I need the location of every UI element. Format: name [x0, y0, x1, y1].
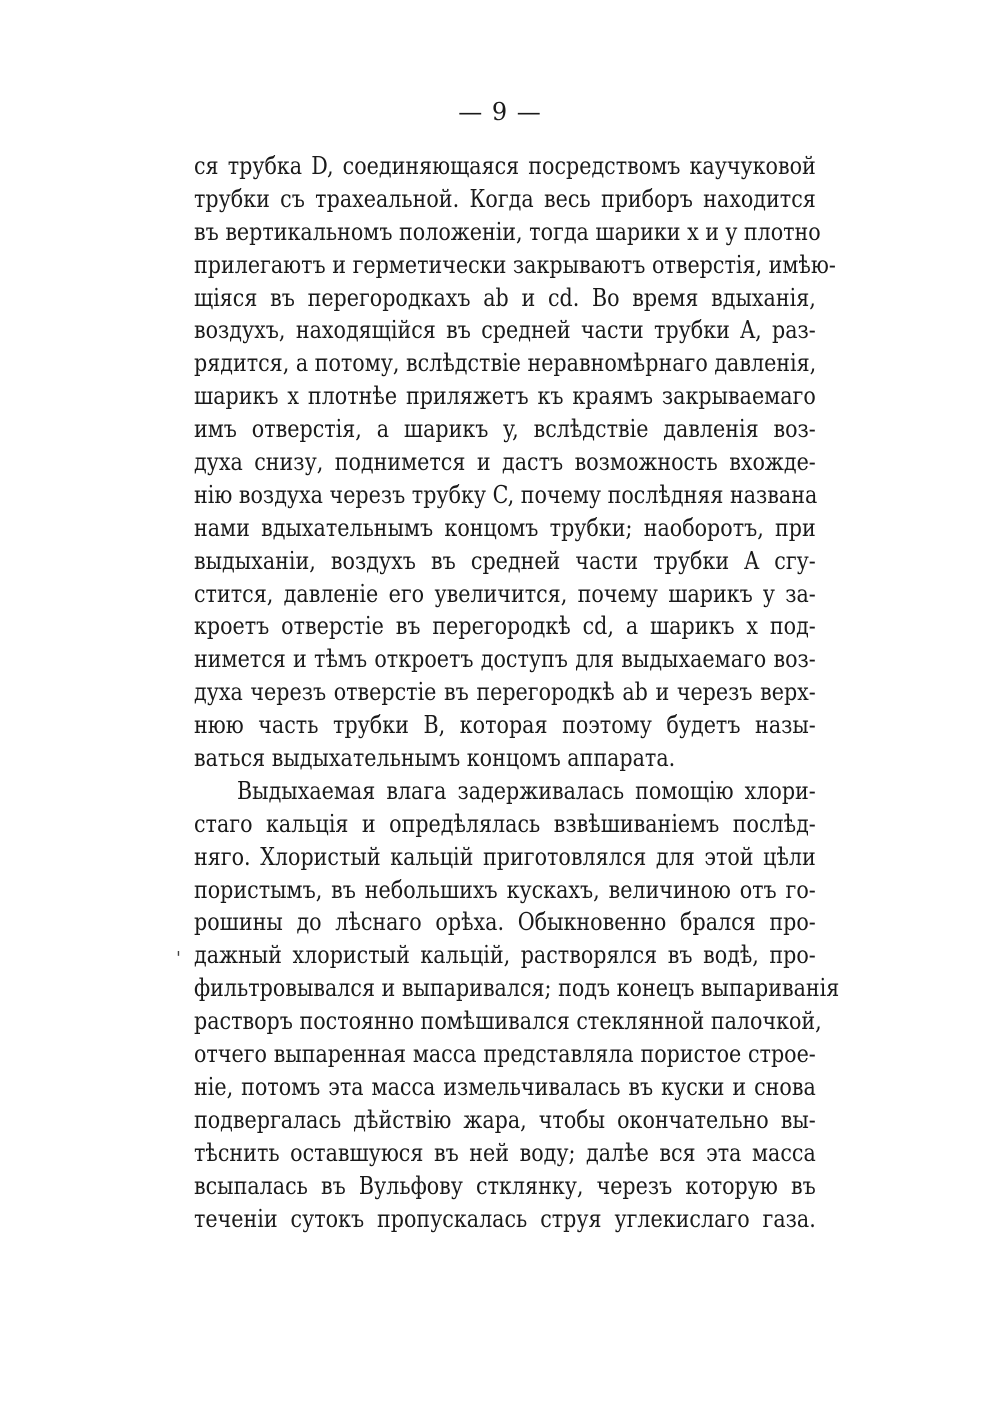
text-line: шарикъ x плотнѣе приляжетъ къ краямъ закрываемаго: [194, 382, 816, 411]
paragraph-2: [194, 775, 840, 1235]
text-line: пористымъ, въ небольшихъ кускахъ, величиною отъ го-: [194, 875, 816, 904]
text-line: фильтровывался и выпаривался; подъ конецъ выпариванiя: [194, 974, 840, 1003]
text-line: нiе, потомъ эта масса измельчивалась въ куски и снова: [194, 1072, 816, 1101]
text-line: имъ отверстiя, а шарикъ y, вслѣдствiе давленiя воз-: [194, 415, 816, 444]
text-line: тѣснить оставшуюся въ ней воду; далѣе вся эта масса: [194, 1138, 816, 1167]
text-line: нiю воздуха черезъ трубку C, почему послѣдняя названа: [194, 480, 818, 509]
text-line: стится, давленiе его увеличится, почему шарикъ y за-: [194, 579, 816, 608]
page-number: — 9 —: [458, 98, 542, 126]
text-line: отчего выпаренная масса представляла пористое строе-: [194, 1040, 816, 1069]
text-line: растворъ постоянно помѣшивался стеклянной палочкой,: [194, 1007, 822, 1036]
text-line: ся трубка D, соединяющаяся посредствомъ каучуковой: [194, 152, 816, 180]
text-line: въ вертикальномъ положенiи, тогда шарики x и y плотно: [194, 217, 821, 246]
text-line: нимется и тѣмъ откроетъ доступъ для выдыхаемаго воз-: [194, 645, 816, 674]
text-line: подвергалась дѣйствiю жара, чтобы окончательно вы-: [194, 1105, 816, 1134]
text-line: няго. Хлористый кальцiй приготовлялся для этой цѣли: [194, 842, 816, 871]
text-line: воздухъ, находящiйся въ средней части трубки A, раз-: [194, 316, 816, 345]
paragraph-1: [194, 150, 836, 775]
text-line: ваться выдыхательнымъ концомъ аппарата.: [194, 744, 676, 773]
text-line: рядится, а потому, вслѣдствiе неравномѣрнаго давленiя,: [194, 349, 817, 378]
text-line: прилегаютъ и герметически закрываютъ отверстiя, имѣю-: [194, 250, 836, 279]
margin-mark: ': [176, 948, 181, 969]
text-line: нюю часть трубки B, которая поэтому будетъ назы-: [194, 711, 816, 740]
text-line: выдыханiи, воздухъ въ средней части трубки A сгу-: [194, 546, 816, 575]
body-text: [194, 150, 840, 1235]
text-line: дажный хлористый кальцiй, растворялся въ водѣ, про-: [194, 941, 816, 970]
text-line: теченiи сутокъ пропускалась струя углекислаго газа.: [194, 1204, 816, 1233]
text-line: духа снизу, поднимется и дастъ возможность вхожде-: [194, 448, 816, 477]
text-line: трубки съ трахеальной. Когда весь приборъ находится: [194, 184, 816, 213]
text-line: стаго кальцiя и опредѣлялась взвѣшиванiемъ послѣд-: [194, 809, 816, 838]
text-line: всыпалась въ Вульфову стклянку, черезъ которую въ: [194, 1171, 816, 1200]
text-line: щiяся въ перегородкахъ ab и cd. Во время вдыханiя,: [194, 283, 816, 312]
text-line: кроетъ отверстiе въ перегородкѣ cd, а шарикъ x под-: [194, 612, 816, 641]
text-line: духа черезъ отверстiе въ перегородкѣ ab и черезъ верх-: [194, 678, 816, 707]
text-line: нами вдыхательнымъ концомъ трубки; наоборотъ, при: [194, 513, 816, 542]
text-line: рошины до лѣснаго орѣха. Обыкновенно брался про-: [194, 908, 816, 937]
text-line: Выдыхаемая влага задерживалась помощiю хлори-: [237, 776, 816, 805]
